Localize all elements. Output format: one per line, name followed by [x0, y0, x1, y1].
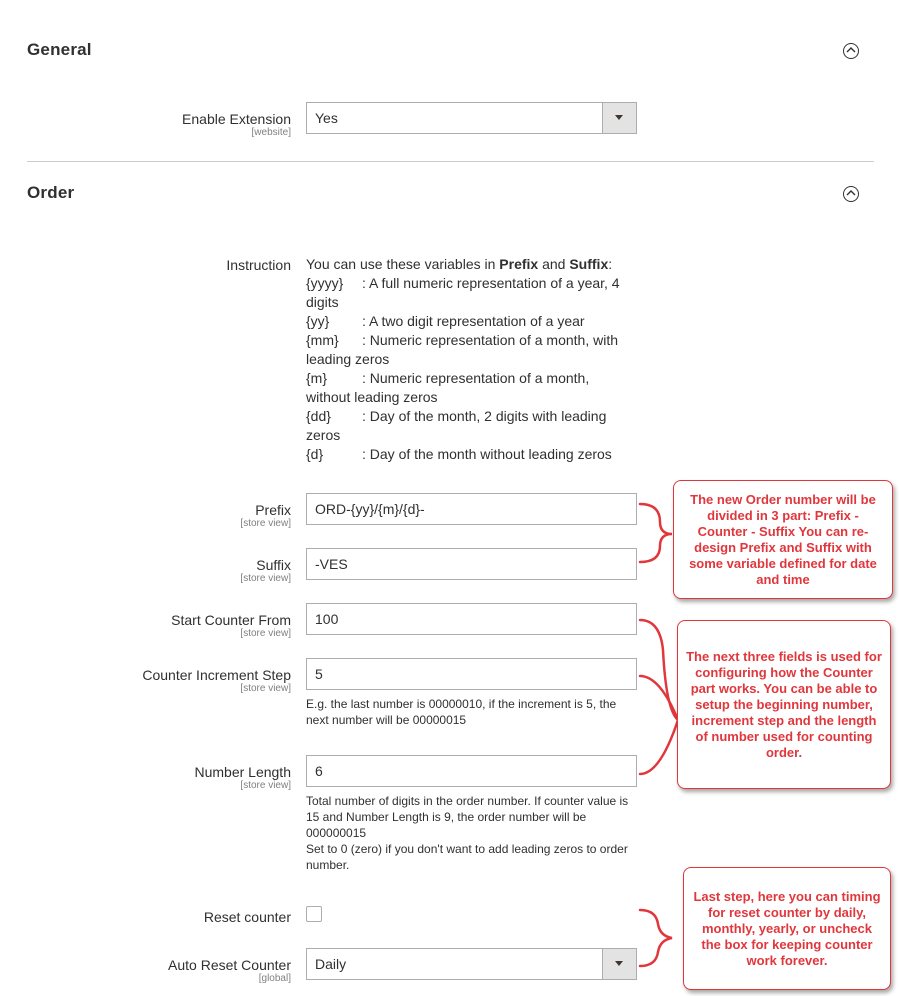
instruction-text: You can use these variables in Prefix and Suffix: {yyyy} : A full numeric representation of a year, 4 digits {yy} : A two digit representation of a year {mm} : Numeric representation of a month, with leading zeros {m} : Numeric representation of a month, without leading zeros {dd} : Day of the month, 2 digits with leading zeros {d} : Day of the month without leading zeros: [306, 255, 636, 464]
reset-counter-checkbox[interactable]: [306, 906, 322, 922]
suffix-scope: [store view]: [240, 573, 291, 584]
enable-extension-value: Yes: [315, 110, 338, 126]
number-length-input[interactable]: 6: [306, 755, 637, 787]
dropdown-arrow-icon[interactable]: [602, 103, 636, 133]
increment-step-note: E.g. the last number is 00000010, if the increment is 5, the next number will be 00000015: [306, 697, 617, 727]
start-counter-label: Start Counter From: [171, 612, 291, 628]
section-divider: [27, 161, 874, 162]
increment-step-input[interactable]: 5: [306, 658, 637, 690]
collapse-general-icon[interactable]: [843, 43, 859, 59]
prefix-input[interactable]: ORD-{yy}/{m}/{d}-: [306, 493, 637, 525]
instruction-var-row: {m} : Numeric representation of a month, without leading zeros: [306, 370, 590, 405]
general-section-title[interactable]: General: [27, 40, 92, 59]
auto-reset-value: Daily: [315, 956, 347, 972]
increment-step-scope: [store view]: [240, 683, 291, 694]
auto-reset-label: Auto Reset Counter: [168, 957, 291, 973]
collapse-order-icon[interactable]: [843, 186, 859, 202]
auto-reset-select[interactable]: [306, 948, 637, 980]
number-length-scope: [store view]: [240, 780, 291, 791]
enable-extension-select[interactable]: [306, 102, 637, 134]
enable-extension-label: Enable Extension: [182, 111, 291, 127]
prefix-label: Prefix: [255, 502, 291, 518]
number-length-note: Total number of digits in the order number. If counter value is 15 and Number Length is 9, the order number will be 000000015 Set to 0 (zero) if you don't want to add leading zeros to order number.: [306, 794, 629, 872]
prefix-scope: [store view]: [240, 518, 291, 529]
instruction-var-row: {mm} : Numeric representation of a month, with leading zeros: [306, 332, 619, 367]
enable-extension-scope: [website]: [251, 127, 291, 138]
instruction-var-row: {yyyy} : A full numeric representation of a year, 4 digits: [306, 275, 620, 310]
start-counter-input[interactable]: 100: [306, 603, 637, 635]
prefix-suffix-callout: The new Order number will be divided in 3 part: Prefix - Counter - Suffix You can re-design Prefix and Suffix with some variable defined for date and time: [673, 480, 893, 599]
reset-counter-label: Reset counter: [203, 909, 291, 925]
order-section-title[interactable]: Order: [27, 183, 75, 202]
reset-callout: Last step, here you can timing for reset counter by daily, monthly, yearly, or uncheck the box for keeping counter work forever.: [683, 867, 891, 990]
auto-reset-scope: [global]: [258, 973, 291, 984]
callout-bracket-icon: [630, 900, 690, 980]
increment-step-label: Counter Increment Step: [142, 667, 291, 683]
instruction-var-row: {dd} : Day of the month, 2 digits with leading zeros: [306, 408, 607, 443]
instruction-var-row: {yy} : A two digit representation of a year: [306, 313, 585, 329]
start-counter-scope: [store view]: [240, 628, 291, 639]
suffix-input[interactable]: -VES: [306, 548, 637, 580]
counter-callout: The next three fields is used for configuring how the Counter part works. You can be able to setup the beginning number, increment step and the length of number used for counting order.: [677, 620, 891, 789]
instruction-label: Instruction: [226, 257, 291, 273]
number-length-label: Number Length: [194, 764, 291, 780]
instruction-var-row: {d} : Day of the month without leading zeros: [306, 446, 612, 462]
suffix-label: Suffix: [256, 557, 291, 573]
